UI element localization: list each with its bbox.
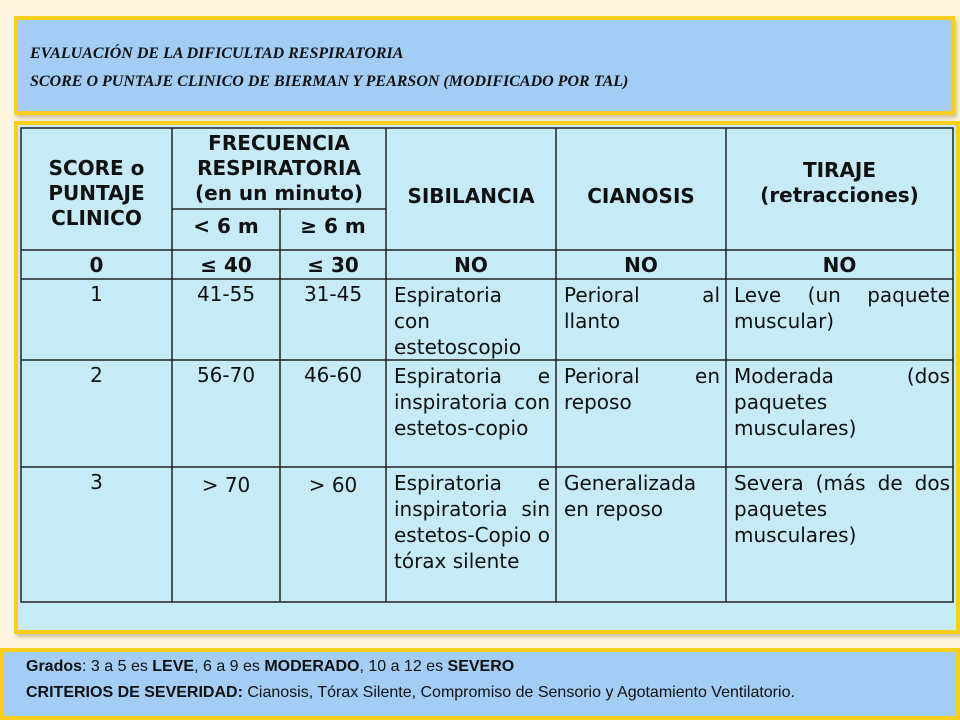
row2-sibilancia: Espiratoria e inspiratoria con estetos-copio — [394, 364, 550, 440]
header-frecuencia — [172, 131, 386, 206]
grados-line — [26, 658, 514, 676]
criterios-text: Cianosis, Tórax Silente, Compromiso de Sensorio y Agotamiento Ventilatorio. — [242, 684, 795, 701]
row0-freq-under-6m: ≤ 40 — [200, 253, 252, 277]
row1-freq-under-6m: 41-55 — [196, 282, 256, 306]
header-freq-under-6m: < 6 m — [193, 214, 259, 238]
row0-score: 0 — [89, 253, 104, 277]
row0-cianosis: NO — [624, 253, 658, 277]
header-cianosis: CIANOSIS — [587, 184, 695, 208]
header-tiraje-line1: TIRAJE — [802, 158, 877, 182]
header-score-line3: CLINICO — [51, 206, 142, 230]
grados-text-1: : 3 a 5 es — [82, 658, 153, 675]
header-tiraje-line2: (retracciones) — [760, 183, 919, 207]
header-score-line1: SCORE o — [48, 156, 145, 180]
row3-cianosis: Generalizada en reposo — [564, 471, 697, 521]
grado-moderado: MODERADO — [264, 658, 360, 675]
row3-sibilancia: Espiratoria e inspiratoria sin estetos-Copio o tórax silente — [394, 471, 550, 573]
criterios-label: CRITERIOS DE SEVERIDAD: — [26, 684, 243, 701]
page-title: EVALUACIÓN DE LA DIFICULTAD RESPIRATORIA — [30, 45, 404, 62]
row1-score: 1 — [90, 282, 103, 306]
row2-freq-6m-plus: 46-60 — [303, 363, 363, 387]
row1-tiraje: Leve (un paquete muscular) — [734, 283, 950, 333]
header-score-line2: PUNTAJE — [48, 181, 145, 205]
grados-text-2: , 6 a 9 es — [194, 658, 265, 675]
row2-score: 2 — [90, 363, 103, 387]
header-freq-6m-plus: ≥ 6 m — [300, 214, 366, 238]
row2-freq-under-6m: 56-70 — [196, 363, 256, 387]
row1-sibilancia: Espiratoria con estetoscopio — [394, 283, 522, 359]
grados-text-3: , 10 a 12 es — [359, 658, 448, 675]
header-frecuencia-line2: RESPIRATORIA — [197, 156, 361, 180]
row3-score: 3 — [90, 470, 103, 494]
row1-cianosis: Perioral al llanto — [564, 283, 720, 333]
grado-severo: SEVERO — [447, 658, 515, 675]
row3-tiraje: Severa (más de dos paquetes musculares) — [734, 471, 950, 547]
grado-leve: LEVE — [152, 658, 195, 675]
page-subtitle: SCORE O PUNTAJE CLINICO DE BIERMAN Y PEARSON (MODIFICADO POR TAL) — [30, 73, 629, 90]
grados-label: Grados — [26, 658, 83, 675]
row1-freq-6m-plus: 31-45 — [303, 282, 363, 306]
row2-cianosis: Perioral en reposo — [564, 364, 720, 414]
header-score — [21, 156, 172, 231]
row0-tiraje: NO — [822, 253, 857, 277]
criterios-line — [26, 684, 795, 702]
header-frecuencia-line1: FRECUENCIA — [208, 131, 350, 155]
row0-freq-6m-plus: ≤ 30 — [307, 253, 359, 277]
header-sibilancia: SIBILANCIA — [407, 184, 535, 208]
row2-tiraje: Moderada (dos paquetes musculares) — [734, 364, 950, 440]
row0-sibilancia: NO — [454, 253, 488, 277]
header-frecuencia-line3: (en un minuto) — [195, 181, 363, 205]
row3-freq-under-6m: > 70 — [201, 473, 251, 497]
row3-freq-6m-plus: > 60 — [308, 473, 358, 497]
header-tiraje — [726, 158, 953, 208]
